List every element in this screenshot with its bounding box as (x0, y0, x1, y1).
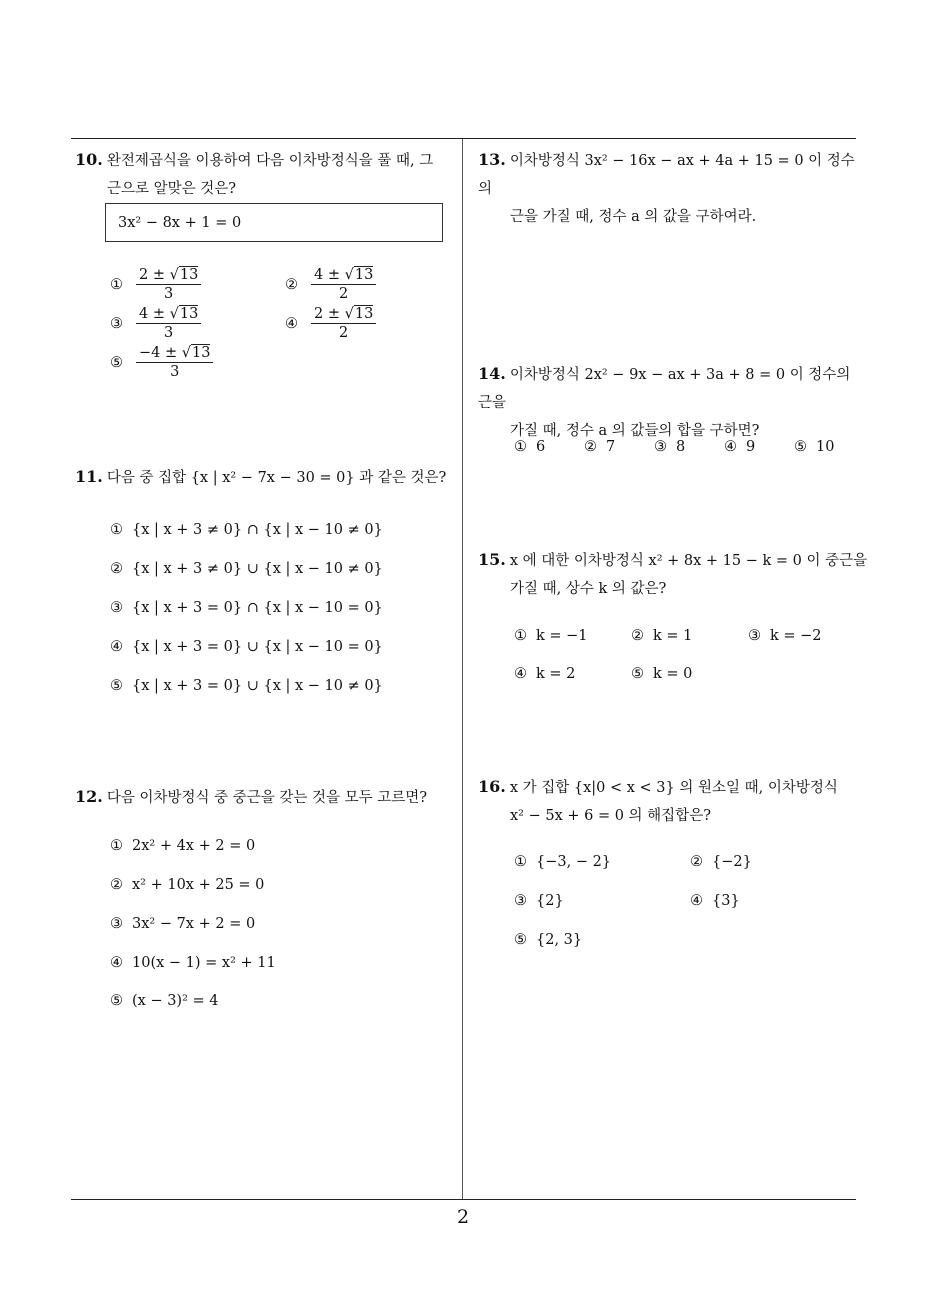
option-4[interactable] (690, 891, 740, 911)
option-2[interactable] (110, 875, 264, 895)
numerator-prefix: 4 ± (314, 267, 345, 283)
option-4[interactable] (724, 437, 755, 457)
option-mark: ③ (748, 628, 761, 644)
option-mark: ① (514, 854, 527, 870)
question-11 (75, 463, 460, 492)
option-4[interactable] (110, 953, 276, 973)
radicand: 13 (354, 306, 374, 322)
question-text-line1: 이차방정식 3x² − 16x − ax + 4a + 15 = 0 이 정수의 (478, 153, 855, 197)
option-mark: ⑤ (514, 932, 527, 948)
option-text: 8 (676, 439, 686, 455)
numerator-prefix: 2 ± (314, 306, 345, 322)
option-mark: ③ (110, 315, 123, 332)
option-mark: ⑤ (110, 993, 123, 1009)
question-number: 13. (478, 150, 506, 169)
question-text-line2: 가질 때, 정수 a 의 값들의 합을 구하면? (510, 423, 760, 439)
option-mark: ⑤ (110, 678, 123, 694)
question-text-line1: 완전제곱식을 이용하여 다음 이차방정식을 풀 때, 그 (106, 153, 434, 169)
numerator-prefix: 4 ± (139, 306, 170, 322)
option-mark: ④ (724, 439, 737, 455)
radicand: 13 (179, 267, 199, 283)
option-mark: ③ (514, 893, 527, 909)
question-10 (75, 146, 460, 203)
option-mark: ② (110, 561, 123, 577)
option-1[interactable] (110, 520, 383, 540)
question-16 (478, 773, 868, 830)
option-mark: ① (110, 522, 123, 538)
option-5[interactable] (110, 344, 213, 381)
option-mark: ② (110, 877, 123, 893)
option-text: {x | x + 3 = 0} ∪ {x | x − 10 ≠ 0} (132, 678, 383, 694)
option-mark: ② (631, 628, 644, 644)
question-text: 다음 이차방정식 중 중근을 갖는 것을 모두 고르면? (106, 790, 428, 806)
option-3[interactable] (110, 598, 383, 618)
option-text: k = 0 (653, 666, 693, 682)
option-mark: ③ (110, 600, 123, 616)
option-mark: ① (110, 276, 123, 293)
option-1[interactable] (110, 266, 201, 303)
fraction: $\frac{2 \pm √13}{2}$ (311, 305, 376, 342)
option-text: {x | x + 3 ≠ 0} ∩ {x | x − 10 ≠ 0} (132, 522, 383, 538)
question-number: 10. (75, 150, 103, 169)
top-rule (71, 138, 856, 139)
option-5[interactable] (110, 676, 383, 696)
option-3[interactable] (514, 891, 564, 911)
denominator: 3 (164, 325, 174, 341)
fraction: $\frac{4 \pm √13}{3}$ (136, 305, 201, 342)
option-mark: ④ (514, 666, 527, 682)
question-12 (75, 783, 460, 812)
question-text-line1: x 가 집합 {x|0 < x < 3} 의 원소일 때, 이차방정식 (509, 780, 838, 796)
question-text-line2: 근을 가질 때, 정수 a 의 값을 구하여라. (510, 209, 757, 225)
option-mark: ④ (690, 893, 703, 909)
option-2[interactable] (584, 437, 615, 457)
question-number: 15. (478, 550, 506, 569)
fraction: $\frac{-4 \pm √13}{3}$ (136, 344, 213, 381)
option-text: {3} (712, 893, 740, 909)
option-mark: ③ (110, 916, 123, 932)
option-mark: ② (285, 276, 298, 293)
option-mark: ④ (110, 955, 123, 971)
radicand: 13 (354, 267, 374, 283)
option-3[interactable] (110, 305, 201, 342)
denominator: 3 (164, 286, 174, 302)
option-text: {−3, − 2} (536, 854, 612, 870)
question-number: 16. (478, 777, 506, 796)
question-13 (478, 146, 868, 231)
option-text: k = −2 (770, 628, 822, 644)
question-number: 14. (478, 364, 506, 383)
option-mark: ⑤ (631, 666, 644, 682)
option-text: (x − 3)² = 4 (132, 993, 219, 1009)
numerator-prefix: 2 ± (139, 267, 170, 283)
option-text: 10(x − 1) = x² + 11 (132, 955, 276, 971)
option-1[interactable] (110, 836, 255, 856)
question-14 (478, 360, 868, 445)
fraction: $\frac{4 \pm √13}{2}$ (311, 266, 376, 303)
option-text: {−2} (712, 854, 752, 870)
question-text-line2: 가질 때, 상수 k 의 값은? (510, 581, 667, 597)
question-text-line2: x² − 5x + 6 = 0 의 해집합은? (510, 808, 711, 824)
option-5[interactable] (794, 437, 834, 457)
option-5[interactable] (110, 991, 219, 1011)
option-2[interactable] (110, 559, 383, 579)
option-4[interactable] (514, 664, 575, 684)
option-text: {x | x + 3 = 0} ∩ {x | x − 10 = 0} (132, 600, 383, 616)
question-text: 다음 중 집합 {x | x² − 7x − 30 = 0} 과 같은 것은? (106, 470, 447, 486)
radicand: 13 (192, 345, 211, 361)
option-text: {2, 3} (536, 932, 583, 948)
option-text: k = −1 (536, 628, 588, 644)
option-2[interactable] (631, 626, 692, 646)
option-mark: ⑤ (110, 354, 123, 371)
option-text: x² + 10x + 25 = 0 (132, 877, 265, 893)
bottom-rule (71, 1199, 856, 1200)
question-text-line1: x 에 대한 이차방정식 x² + 8x + 15 − k = 0 이 중근을 (509, 553, 868, 569)
option-1[interactable] (514, 626, 588, 646)
option-text: {2} (536, 893, 564, 909)
question-number: 12. (75, 787, 103, 806)
column-divider (462, 139, 463, 1199)
option-mark: ② (584, 439, 597, 455)
option-mark: ② (690, 854, 703, 870)
question-15 (478, 546, 868, 603)
option-4[interactable] (110, 637, 383, 657)
denominator: 3 (170, 364, 180, 380)
option-3[interactable] (110, 914, 255, 934)
option-4[interactable] (285, 305, 376, 342)
option-text: 6 (536, 439, 546, 455)
equation-box: 3x² − 8x + 1 = 0 (105, 203, 443, 242)
option-5[interactable] (514, 930, 582, 950)
option-mark: ④ (285, 315, 298, 332)
option-text: k = 2 (536, 666, 576, 682)
option-1[interactable] (514, 437, 545, 457)
option-text: 3x² − 7x + 2 = 0 (132, 916, 256, 932)
question-text-line1: 이차방정식 2x² − 9x − ax + 3a + 8 = 0 이 정수의 근을 (478, 367, 851, 411)
option-3[interactable] (654, 437, 685, 457)
option-1[interactable] (514, 852, 611, 872)
option-mark: ① (514, 628, 527, 644)
option-2[interactable] (285, 266, 376, 303)
option-text: 2x² + 4x + 2 = 0 (132, 838, 256, 854)
option-text: {x | x + 3 ≠ 0} ∪ {x | x − 10 ≠ 0} (132, 561, 383, 577)
option-mark: ③ (654, 439, 667, 455)
fraction: $\frac{2 \pm √13}{3}$ (136, 266, 201, 303)
option-2[interactable] (690, 852, 752, 872)
option-text: {x | x + 3 = 0} ∪ {x | x − 10 = 0} (132, 639, 383, 655)
radicand: 13 (179, 306, 199, 322)
option-3[interactable] (748, 626, 822, 646)
option-text: 10 (816, 439, 835, 455)
option-5[interactable] (631, 664, 692, 684)
option-mark: ① (110, 838, 123, 854)
option-text: 9 (746, 439, 756, 455)
option-mark: ⑤ (794, 439, 807, 455)
denominator: 2 (339, 325, 349, 341)
option-text: 7 (606, 439, 616, 455)
option-mark: ① (514, 439, 527, 455)
page-number: 2 (456, 1206, 470, 1228)
option-text: k = 1 (653, 628, 693, 644)
option-mark: ④ (110, 639, 123, 655)
question-text-line2: 근으로 알맞은 것은? (107, 181, 237, 197)
numerator-prefix: −4 ± (139, 345, 182, 361)
question-number: 11. (75, 467, 103, 486)
denominator: 2 (339, 286, 349, 302)
